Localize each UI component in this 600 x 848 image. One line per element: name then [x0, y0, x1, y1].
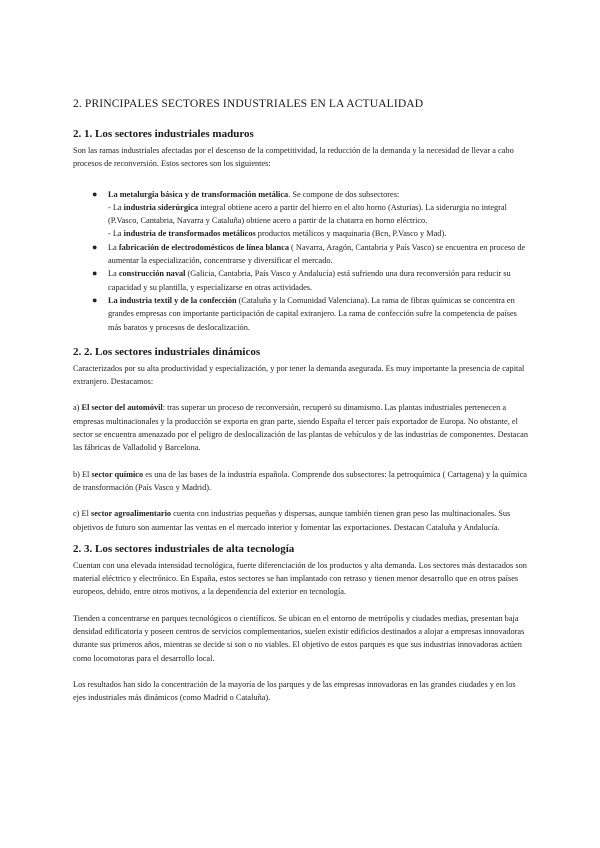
bullet-text: ( Navarra, Aragón, Cantabria y País Vasco) se encuentra en proceso de aumentar la especialización, concentrarse y diversificar el mercado. — [108, 242, 526, 266]
bullet-bold-text: La industria textil y de la confección — [108, 295, 237, 305]
bullet-text: . Se compone de dos subsectores: — [288, 189, 400, 199]
section-heading-maduros: 2. 1. Los sectores industriales maduros — [73, 128, 254, 140]
section-maduros-intro: Son las ramas industriales afectadas por el descenso de la competitividad, la reducción de la demanda y la necesidad de llevar a cabo procesos de reconversión. Estos sectores son los siguientes: — [73, 146, 514, 169]
paragraph-alta-tecnologia-1: Cuentan con una elevada intensidad tecnológica, fuerte diferenciación de los productos y alta demanda. Los sectores más destacados son material eléctrico y electrónico. En España, estos sectores se han implantado con retraso y tienen menor desarrollo que en otros países europeos, debido, entre otros motivos, a la dependencia del exterior en tecnología. — [73, 560, 527, 597]
bullet-text: (Cataluña y la Comunidad Valenciana). La rama de fibras químicas se concentra en grandes empresas con importante participación de capital extranjero. La rama de confección sufre la competencia de países más baratos y procesos de deslocalización. — [108, 295, 517, 332]
sub-item-prefix: - La — [108, 229, 124, 239]
paragraph-automovil — [73, 401, 528, 454]
sub-item-bold: industria siderúrgica — [123, 202, 199, 212]
paragraph-prefix: b) El — [73, 469, 92, 479]
bullet-bold-text: construcción naval — [118, 269, 186, 279]
paragraph-prefix: a) — [73, 403, 82, 413]
paragraph-alta-tecnologia-2: Tienden a concentrarse en parques tecnológicos o científicos. Se ubican en el entorno de metrópolis y ciudades medias, presentan baja densidad edificatoria y poseen centros de servicios complementarios, suelen existir edificios destinados a alojar a empresas innovadoras durante sus primeros años, mientras se decide si son o no viables. El objetivo de estos parques es que sus industrias innovadoras actúen como locomotoras para el desarrollo local. — [73, 613, 525, 663]
paragraph-bold: sector químico — [91, 469, 144, 479]
bullet-icon: ● — [92, 294, 98, 305]
section-dinamicos-intro: Caracterizados por su alta productividad y especialización, y por tener la demanda asegurada. Es muy importante la presencia de capital extranjero. Destacamos: — [73, 363, 525, 387]
paragraph-agroalimentario — [73, 507, 528, 534]
paragraph-prefix: c) El — [73, 509, 91, 519]
bullet-bold-text: La metalurgia básica y de transformación metálica — [108, 189, 289, 199]
sub-item-prefix: - La — [108, 202, 124, 212]
bullet-prefix: La — [108, 242, 119, 252]
paragraph-text: : tras superar un proceso de reconversión, recuperó su dinamismo. Las plantas industriales pertenecen a empresas multinacionales y la producción se exporta en gran parte, siendo España el tercer país exportador de Europa. No obstante, el sector se encuentra amenazado por el peligro de deslocalización de las plantas de vehículos y de las industrias de componentes. Destacan las fábricas de Valladolid y Barcelona. — [73, 403, 529, 453]
sub-item-text: integral obtiene acero a partir del hierro en el alto horno (Asturias). La siderurgia no integral (P.Vasco, Cantabria, Navarra y Cataluña) obtiene acero a partir de la chatarra en horno eléctrico. — [108, 202, 507, 226]
sub-item-siderurgica — [108, 201, 528, 228]
paragraph-text: es una de las bases de la industria española. Comprende dos subsectores: la petroquímica ( Cartagena) y la química de transformación (País Vasco y Madrid). — [73, 469, 527, 492]
paragraph-bold: sector agroalimentario — [90, 509, 172, 519]
maduros-bullet-list — [73, 188, 528, 334]
bullet-text: (Galicia, Cantabria, País Vasco y Andalucía) está sufriendo una dura reconversión para reducir su capacidad y su plantilla, y especializarse en otras actividades. — [108, 269, 511, 292]
paragraph-bold: El sector del automóvil — [81, 403, 163, 413]
section-heading-dinamicos: 2. 2. Los sectores industriales dinámicos — [73, 345, 261, 358]
bullet-bold-text: fabricación de electrodomésticos de línea blanca — [118, 242, 289, 252]
bullet-prefix: La — [108, 269, 119, 279]
bullet-icon: ● — [92, 268, 98, 279]
list-item — [92, 267, 528, 294]
list-item — [92, 188, 528, 241]
bullet-icon: ● — [92, 241, 98, 252]
bullet-icon: ● — [92, 188, 98, 199]
sub-item-text: productos metálicos y maquinaria (Bcn, P.Vasco y Mad). — [255, 229, 447, 239]
sub-item-bold: industria de transformados metálicos — [123, 229, 256, 239]
list-item — [92, 294, 528, 334]
paragraph-alta-tecnologia-3: Los resultados han sido la concentración de la mayoría de los parques y de las empresas innovadoras en las grandes ciudades y en los ejes industriales más dinámicos (como Madrid o Cataluña). — [73, 679, 516, 703]
paragraph-quimico — [73, 468, 528, 495]
section-heading-alta-tecnologia: 2. 3. Los sectores industriales de alta tecnología — [73, 542, 295, 555]
document-body — [73, 97, 528, 705]
paragraph-text: cuenta con industrias pequeñas y dispersas, aunque también tienen gran peso las multinacionales. Sus objetivos de futuro son aumentar las ventas en el mercado interior y fomentar las exportaciones. Destacan Cataluña y Andalucía. — [73, 509, 511, 532]
page-title: 2. PRINCIPALES SECTORES INDUSTRIALES EN LA ACTUALIDAD — [73, 97, 424, 110]
sub-item-transformados — [108, 227, 528, 240]
list-item — [92, 241, 528, 268]
